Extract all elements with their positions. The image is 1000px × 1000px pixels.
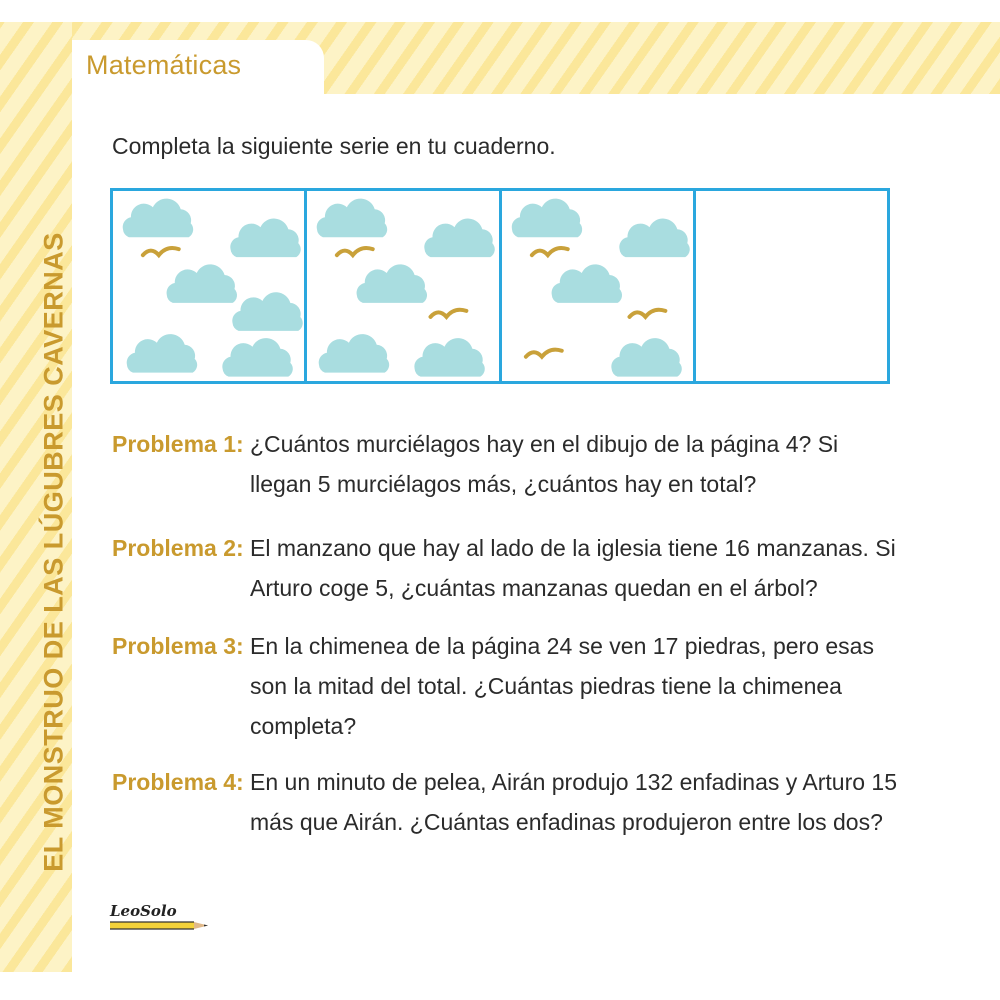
cloud-icon [222, 338, 292, 377]
cloud-icon [511, 199, 581, 238]
problem-text: El manzano que hay al lado de la iglesia tiene 16 manzanas. Si Arturo coge 5, ¿cuántas manzanas quedan en el árbol? [250, 535, 896, 601]
bird-icon [337, 248, 373, 255]
problem-label: Problema 2: [112, 535, 244, 561]
problem-text: ¿Cuántos murciélagos hay en el dibujo de la página 4? Si llegan 5 murciélagos más, ¿cuántos hay en total? [250, 431, 839, 497]
problem-4 [112, 762, 898, 842]
cloud-icon [357, 264, 427, 303]
problem-2 [112, 528, 898, 608]
series-panel-2 [307, 191, 501, 381]
series-panel-4-empty [696, 191, 887, 381]
logo-text: LeoSolo [110, 902, 177, 920]
bird-icon [629, 310, 665, 317]
bird-icon [143, 248, 179, 255]
cloud-icon [127, 334, 197, 373]
cloud-icon [611, 338, 681, 377]
cloud-icon [123, 199, 193, 238]
series-panel-3 [502, 191, 696, 381]
cloud-icon [230, 219, 300, 258]
problem-text: En la chimenea de la página 24 se ven 17 piedras, pero esas son la mitad del total. ¿Cuántas piedras tiene la chimenea completa? [250, 633, 874, 739]
cloud-icon [551, 264, 621, 303]
cloud-icon [415, 338, 485, 377]
cloud-icon [232, 292, 302, 331]
bird-icon [531, 248, 567, 255]
problem-label: Problema 3: [112, 633, 244, 659]
cloud-icon [619, 219, 689, 258]
cloud-icon [167, 264, 237, 303]
series-strip [110, 188, 890, 384]
book-title-vertical: EL MONSTRUO DE LAS LÚGUBRES CAVERNAS [38, 232, 69, 872]
cloud-icon [319, 334, 389, 373]
cloud-icon [317, 199, 387, 238]
cloud-icon [425, 219, 495, 258]
problem-text: En un minuto de pelea, Airán produjo 132 enfadinas y Arturo 15 más que Airán. ¿Cuántas enfadinas produjeron entre los dos? [250, 769, 898, 835]
problem-label: Problema 4: [112, 769, 244, 795]
problem-3 [112, 626, 898, 746]
problem-1 [112, 424, 898, 504]
instruction-text: Completa la siguiente serie en tu cuaderno. [112, 133, 556, 159]
bird-icon [525, 350, 561, 357]
problem-label: Problema 1: [112, 431, 244, 457]
bird-icon [431, 310, 467, 317]
series-panel-1 [113, 191, 307, 381]
subject-title: Matemáticas [86, 50, 242, 80]
